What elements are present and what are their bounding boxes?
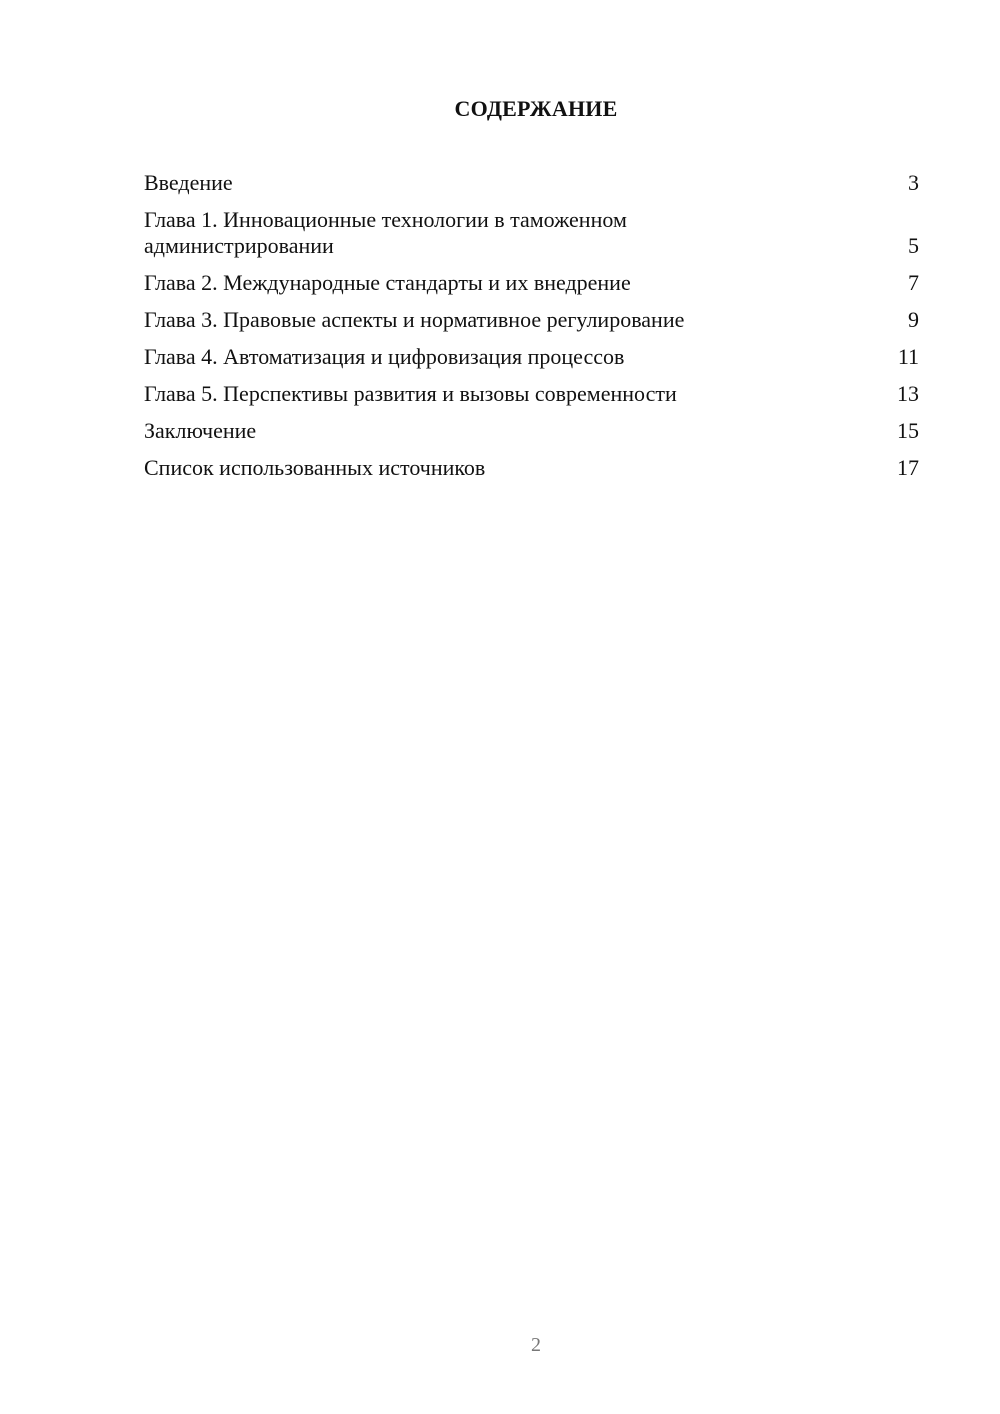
toc-entry-label: Глава 1. Инновационные технологии в таможенном администрировании xyxy=(144,207,627,258)
toc-entry-label: Введение xyxy=(144,170,233,195)
toc-entry-label: Список использованных источников xyxy=(144,455,486,480)
toc-entry-page: 7 xyxy=(908,270,919,295)
toc-entry-page: 11 xyxy=(897,344,919,369)
toc-entry-page: 9 xyxy=(908,307,919,332)
toc-entry-page: 3 xyxy=(908,170,919,195)
toc-row xyxy=(144,307,919,333)
toc-row xyxy=(144,270,919,296)
toc-row xyxy=(144,344,919,370)
toc-row xyxy=(144,170,919,196)
toc-entry-label: Глава 3. Правовые аспекты и нормативное регулирование xyxy=(144,307,685,332)
toc-row xyxy=(144,418,919,444)
toc-entry-label: Глава 4. Автоматизация и цифровизация процессов xyxy=(144,344,625,369)
toc-row xyxy=(144,207,919,259)
toc-entry-label: Глава 5. Перспективы развития и вызовы современности xyxy=(144,381,677,406)
toc-entry-page: 15 xyxy=(897,418,919,443)
table-of-contents xyxy=(144,170,919,492)
toc-entry-page: 13 xyxy=(897,381,919,406)
toc-entry-page: 17 xyxy=(897,455,919,480)
page-title: СОДЕРЖАНИЕ xyxy=(454,96,618,121)
toc-entry-label: Заключение xyxy=(144,418,257,443)
toc-entry-label: Глава 2. Международные стандарты и их внедрение xyxy=(144,270,631,295)
page-number: 2 xyxy=(531,1334,541,1356)
toc-row xyxy=(144,381,919,407)
toc-entry-page: 5 xyxy=(908,233,919,258)
toc-row xyxy=(144,455,919,481)
